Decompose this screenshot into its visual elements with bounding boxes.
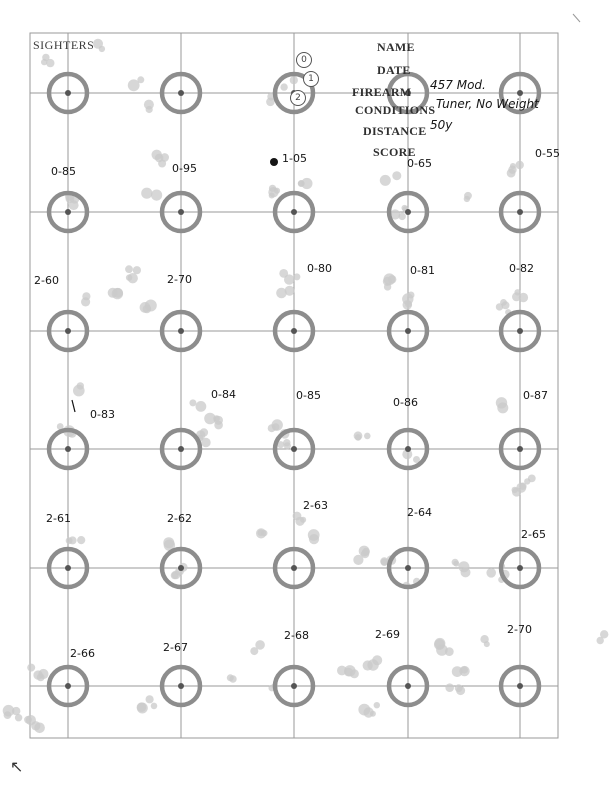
shot-hole [293, 273, 300, 280]
shot-hole [486, 568, 496, 578]
conditions-label: CONDITIONS [355, 103, 436, 117]
name-label: NAME [377, 40, 415, 54]
shot-hole [528, 475, 536, 483]
legend-1: 1 [303, 71, 319, 87]
shot-hole [384, 283, 391, 290]
shot-hole [284, 442, 291, 449]
shot-hole [295, 517, 304, 526]
target-center-r2-c4 [517, 328, 523, 334]
shot-hole [141, 188, 152, 199]
shot-hole [151, 190, 162, 201]
shot-hole [93, 39, 103, 49]
shot-hole [200, 428, 208, 436]
target-label-r4-c0: 2-61 [46, 512, 71, 525]
target-label-r4-c1: 2-62 [167, 512, 192, 525]
target-center-r3-c1 [178, 446, 184, 452]
target-label-r2-c4: 0-82 [509, 262, 534, 275]
target-center-r5-c2 [291, 683, 297, 689]
target-center-r1-c3 [405, 209, 411, 215]
firearm-value: 457 Mod. [430, 78, 486, 92]
shot-hole [269, 193, 275, 199]
shot-hole [3, 705, 15, 717]
shot-hole [189, 399, 196, 406]
target-center-r2-c0 [65, 328, 71, 334]
shot-hole [445, 647, 454, 656]
target-center-r4-c1 [178, 565, 184, 571]
shot-hole [77, 536, 85, 544]
target-center-r4-c0 [65, 565, 71, 571]
shot-hole [290, 76, 298, 84]
shot-hole [143, 305, 152, 314]
shot-hole [261, 530, 267, 536]
ink-dot-mark [270, 158, 278, 166]
shot-hole [280, 83, 287, 90]
target-label-r2-c1: 2-70 [167, 273, 192, 286]
shot-hole [388, 275, 396, 283]
target-label-r2-c0: 2-60 [34, 274, 59, 287]
shot-hole [519, 293, 528, 302]
target-center-r5-c0 [65, 683, 71, 689]
target-center-r2-c3 [405, 328, 411, 334]
shot-hole [381, 559, 388, 566]
legend-2: 2 [290, 90, 306, 106]
shot-hole [484, 641, 490, 647]
conditions-value: Tuner, No Weight [436, 97, 539, 111]
target-center-r1-c4 [517, 209, 523, 215]
shot-hole [502, 301, 510, 309]
shot-hole [152, 150, 162, 160]
target-label-r1-c2: 1-05 [282, 152, 307, 165]
target-label-r5-c4: 2-70 [507, 623, 532, 636]
shot-hole [227, 674, 234, 681]
shot-hole [146, 695, 154, 703]
shot-hole [445, 683, 454, 692]
target-label-r4-c2: 2-63 [303, 499, 328, 512]
target-center-r5-c4 [517, 683, 523, 689]
ink-tick-mark [72, 400, 75, 412]
target-center-r0-c1 [178, 90, 184, 96]
target-center-r1-c0 [65, 209, 71, 215]
shot-hole [255, 640, 265, 650]
target-label-r1-c1: 0-95 [172, 162, 197, 175]
corner-arrow-mark: ↖ [10, 757, 24, 776]
target-center-r4-c2 [291, 565, 297, 571]
target-label-r3-c1: 0-84 [211, 388, 236, 401]
shot-hole [46, 59, 54, 67]
shot-hole [133, 266, 141, 274]
shot-hole [408, 292, 415, 299]
shot-hole [73, 385, 85, 397]
target-center-r4-c3 [405, 565, 411, 571]
target-center-r2-c2 [291, 328, 297, 334]
shot-hole [204, 413, 216, 425]
shot-hole [512, 487, 521, 496]
target-center-r1-c2 [291, 209, 297, 215]
target-label-r3-c3: 0-86 [393, 396, 418, 409]
target-center-r3-c4 [517, 446, 523, 452]
target-center-r3-c0 [65, 446, 71, 452]
shot-hole [452, 666, 463, 677]
shot-hole [358, 704, 370, 716]
shot-hole [392, 171, 401, 180]
shot-hole [308, 529, 320, 541]
legend-0: 0 [296, 52, 312, 68]
shot-hole [33, 670, 42, 679]
shot-hole [144, 100, 154, 110]
shot-hole [137, 702, 147, 712]
firearm-label: FIREARM [352, 85, 412, 99]
target-center-r3-c2 [291, 446, 297, 452]
target-label-r3-c0: 0-83 [90, 408, 115, 421]
target-label-r5-c0: 2-66 [70, 647, 95, 660]
shot-hole [380, 175, 391, 186]
shot-hole [31, 721, 40, 730]
target-center-r2-c1 [178, 328, 184, 334]
shot-hole [298, 180, 305, 187]
shot-hole [461, 567, 471, 577]
shot-hole [399, 213, 406, 220]
shot-hole [367, 659, 378, 670]
target-label-r5-c2: 2-68 [284, 629, 309, 642]
shot-hole [128, 79, 140, 91]
shot-hole [364, 433, 371, 440]
target-label-r2-c2: 0-80 [307, 262, 332, 275]
shot-hole [69, 536, 77, 544]
shot-hole [370, 711, 376, 717]
target-label-r5-c3: 2-69 [375, 628, 400, 641]
score-label: SCORE [373, 145, 416, 159]
target-label-r3-c4: 0-87 [523, 389, 548, 402]
target-label-r4-c3: 2-64 [407, 506, 432, 519]
shot-hole [464, 192, 472, 200]
shot-hole [452, 559, 459, 566]
shot-hole [196, 401, 207, 412]
corner-ink-mark [573, 14, 580, 22]
target-center-r0-c0 [65, 90, 71, 96]
shot-hole [597, 637, 604, 644]
shot-hole [516, 161, 524, 169]
shot-hole [279, 269, 288, 278]
shot-hole [151, 703, 158, 710]
target-label-r1-c3: 0-65 [407, 157, 432, 170]
target-center-r0-c4 [517, 90, 523, 96]
sighters-label: SIGHTERS [33, 38, 95, 52]
shot-hole [81, 297, 90, 306]
target-center-r1-c1 [178, 209, 184, 215]
date-label: DATE [377, 63, 411, 77]
distance-label: DISTANCE [363, 124, 427, 138]
shot-hole [126, 274, 132, 280]
shot-hole [268, 424, 276, 432]
target-center-r4-c4 [517, 565, 523, 571]
shot-hole [374, 702, 380, 708]
target-label-r2-c3: 0-81 [410, 264, 435, 277]
target-center-r5-c1 [178, 683, 184, 689]
target-label-r3-c2: 0-85 [296, 389, 321, 402]
shot-hole [455, 684, 463, 692]
target-center-r3-c3 [405, 446, 411, 452]
shot-hole [214, 421, 223, 430]
shot-hole [507, 169, 516, 178]
shot-hole [27, 664, 35, 672]
target-center-r5-c3 [405, 683, 411, 689]
shot-hole [359, 546, 370, 557]
shot-hole [461, 666, 468, 673]
target-label-r1-c0: 0-85 [51, 165, 76, 178]
target-label-r4-c4: 2-65 [521, 528, 546, 541]
target-label-r5-c1: 2-67 [163, 641, 188, 654]
shot-hole [434, 638, 445, 649]
shot-hole [276, 288, 287, 299]
shot-hole [355, 434, 362, 441]
target-label-r1-c4: 0-55 [535, 147, 560, 160]
shot-hole [519, 483, 526, 490]
distance-value: 50y [430, 118, 453, 132]
shot-hole [496, 397, 507, 408]
shot-hole [337, 666, 347, 676]
shot-hole [125, 265, 133, 273]
shot-hole [112, 288, 123, 299]
